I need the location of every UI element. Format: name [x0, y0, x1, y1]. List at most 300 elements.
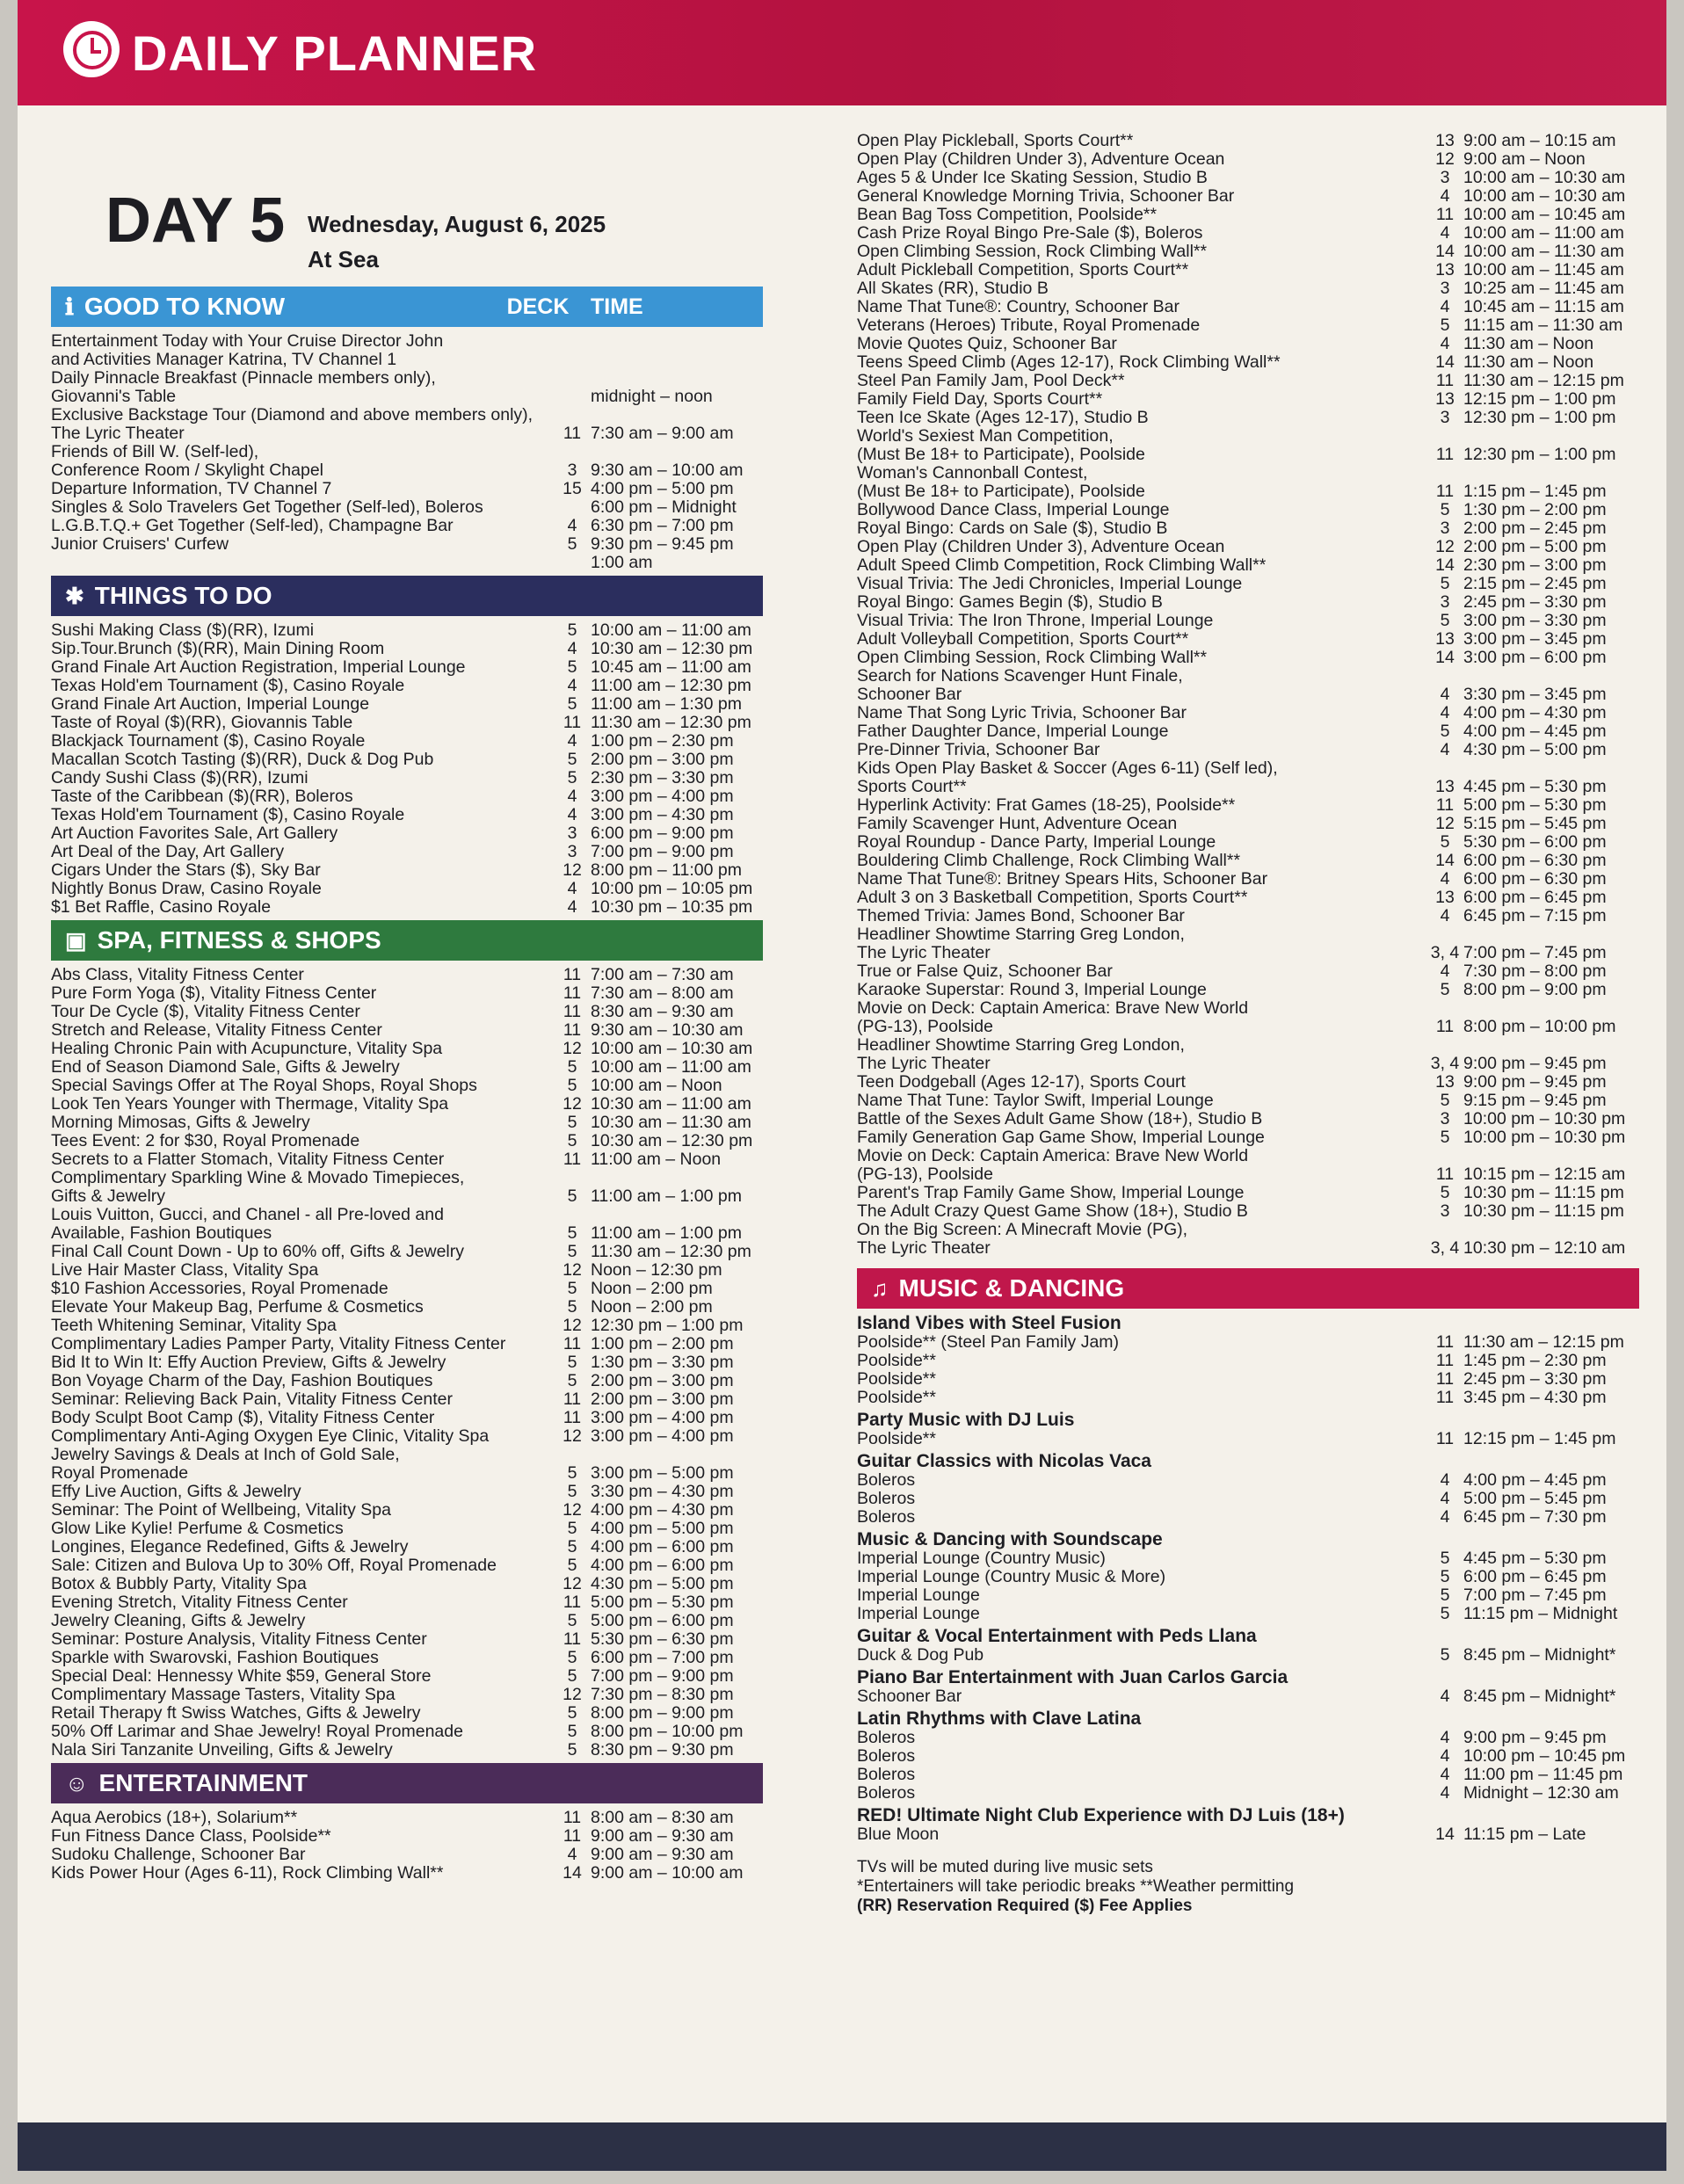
event-name: [51, 1298, 554, 1317]
footer-line: *Entertainers will take periodic breaks **Weather permitting: [857, 1877, 1295, 1896]
event-row: [51, 984, 763, 1003]
event-time: 1:00 pm – 2:30 pm: [591, 731, 734, 751]
deck-number: 5: [1440, 832, 1450, 852]
event-name: [857, 907, 1426, 925]
event-time: 9:00 am – 9:30 am: [591, 1826, 734, 1846]
deck-number: 4: [1440, 1489, 1450, 1508]
event-time: 11:00 am – 1:30 pm: [591, 694, 742, 714]
deck-number: 4: [1440, 961, 1450, 981]
event-row: [857, 1490, 1639, 1508]
event-time: 10:30 pm – 12:10 am: [1463, 1238, 1626, 1258]
event-line: Boleros: [857, 1470, 916, 1490]
event-row: [857, 759, 1639, 796]
deck-number: 4: [1440, 703, 1450, 722]
event-time: 4:00 pm – 5:00 pm: [591, 479, 734, 498]
event-row: [857, 1687, 1639, 1706]
event-row: [857, 1646, 1639, 1665]
event-row: [51, 1280, 763, 1298]
deck-number: 5: [567, 1242, 577, 1261]
event-time: 4:00 pm – 4:45 pm: [1463, 722, 1607, 741]
event-line-2: The Lyric Theater: [51, 424, 185, 443]
event-time: 11:00 am – 1:00 pm: [591, 1223, 742, 1243]
event-name: [857, 759, 1426, 796]
event-line: Departure Information, TV Channel 7: [51, 479, 332, 498]
deck-number: 5: [567, 1703, 577, 1723]
deck-number: 11: [1435, 1388, 1455, 1407]
event-name: [51, 621, 554, 640]
deck-number: 5: [567, 1223, 577, 1243]
event-time: 4:45 pm – 5:30 pm: [1463, 777, 1607, 796]
event-name: [51, 1280, 554, 1298]
deck-number: 11: [1435, 371, 1455, 390]
event-row: [51, 1427, 763, 1446]
event-line: General Knowledge Morning Trivia, Schooner Bar: [857, 186, 1235, 206]
event-line: Grand Finale Art Auction, Imperial Lounge: [51, 694, 370, 714]
event-line: True or False Quiz, Schooner Bar: [857, 961, 1113, 981]
event-time: 10:30 am – 12:30 pm: [591, 1131, 753, 1150]
event-row: [51, 535, 763, 554]
deck-number: 14: [1435, 555, 1455, 575]
event-name: [857, 1549, 1426, 1568]
event-time: 8:30 am – 9:30 am: [591, 1002, 734, 1021]
deck-number: 5: [567, 620, 577, 640]
event-name: [857, 852, 1426, 870]
event-row: [51, 751, 763, 769]
event-line: Boleros: [857, 1783, 916, 1803]
event-line-2: The Lyric Theater: [857, 1054, 991, 1073]
entertainment-header: [51, 1763, 763, 1803]
event-name: [857, 1389, 1426, 1407]
deck-number: 3: [1440, 1201, 1450, 1221]
deck-number: 5: [567, 1463, 577, 1483]
event-time: 6:00 pm – 6:45 pm: [1463, 1567, 1607, 1586]
event-line-2: (Must Be 18+ to Participate), Poolside: [857, 445, 1145, 464]
event-row: [857, 1508, 1639, 1527]
event-row: [51, 1335, 763, 1353]
event-line: Texas Hold'em Tournament ($), Casino Royale: [51, 676, 405, 695]
event-time: 10:45 am – 11:00 am: [591, 657, 751, 677]
event-row: [51, 621, 763, 640]
event-time: 3:00 pm – 3:30 pm: [1463, 611, 1607, 630]
event-line: Headliner Showtime Starring Greg London,: [857, 1035, 1185, 1055]
event-line: Pre-Dinner Trivia, Schooner Bar: [857, 740, 1100, 759]
event-row: [51, 1520, 763, 1538]
good-to-know-header: [51, 287, 763, 327]
music-group-title: RED! Ultimate Night Club Experience with DJ Luis (18+): [857, 1805, 1345, 1825]
event-row: [857, 556, 1639, 575]
event-row: [857, 206, 1639, 224]
event-line: Look Ten Years Younger with Thermage, Vitality Spa: [51, 1094, 449, 1114]
event-name: [51, 1114, 554, 1132]
event-name: [857, 132, 1426, 150]
event-name: [51, 1372, 554, 1390]
event-name: [857, 1747, 1426, 1766]
event-line: Art Auction Favorites Sale, Art Gallery: [51, 824, 338, 843]
event-name: [51, 480, 554, 498]
event-name: [51, 751, 554, 769]
event-time: 10:00 am – 11:45 am: [1463, 260, 1624, 279]
event-line: Complimentary Ladies Pamper Party, Vitality Fitness Center: [51, 1334, 506, 1353]
deck-number: 5: [1440, 1128, 1450, 1147]
event-name: [51, 732, 554, 751]
event-name: [857, 1147, 1426, 1184]
event-row: [857, 649, 1639, 667]
deck-number: 4: [567, 787, 577, 806]
event-name: [857, 1128, 1426, 1147]
event-name: [51, 1630, 554, 1649]
deck-number: 5: [567, 1371, 577, 1390]
event-time: 10:25 am – 11:45 am: [1463, 279, 1624, 298]
event-line: $1 Bet Raffle, Casino Royale: [51, 897, 272, 917]
event-line: Adult Speed Climb Competition, Rock Climbing Wall**: [857, 555, 1267, 575]
event-time: 5:00 pm – 5:30 pm: [591, 1593, 734, 1612]
event-row: [857, 796, 1639, 815]
event-line: Name That Tune: Taylor Swift, Imperial Lounge: [857, 1091, 1214, 1110]
deck-number: 11: [563, 983, 582, 1003]
event-row: [51, 824, 763, 843]
event-row: [51, 1261, 763, 1280]
deck-number: 4: [1440, 334, 1450, 353]
deck-number: 12: [563, 1426, 582, 1446]
music-header: [857, 1268, 1639, 1309]
event-row: [51, 480, 763, 498]
event-time: 2:00 pm – 5:00 pm: [1463, 537, 1607, 556]
event-time: 4:45 pm – 5:30 pm: [1463, 1549, 1607, 1568]
event-time: 10:00 am – 11:00 am: [1463, 223, 1624, 243]
event-line: Seminar: Relieving Back Pain, Vitality Fitness Center: [51, 1389, 454, 1409]
event-line: Boleros: [857, 1765, 916, 1784]
event-time: 6:45 pm – 7:15 pm: [1463, 906, 1607, 925]
event-name: [857, 593, 1426, 612]
event-line: Poolside**: [857, 1351, 936, 1370]
deck-number: 5: [1440, 611, 1450, 630]
event-line: Family Field Day, Sports Court**: [857, 389, 1103, 409]
event-line: Sale: Citizen and Bulova Up to 30% Off, Royal Promenade: [51, 1556, 497, 1575]
event-line: Singles & Solo Travelers Get Together (Self-led), Boleros: [51, 497, 483, 517]
event-line: Open Play (Children Under 3), Adventure Ocean: [857, 537, 1225, 556]
event-line: Woman's Cannonball Contest,: [857, 463, 1088, 483]
event-time: 3:00 pm – 6:00 pm: [1463, 648, 1607, 667]
event-time: 1:00 pm – 2:00 pm: [591, 1334, 734, 1353]
event-time: 10:00 am – 11:30 am: [1463, 242, 1624, 261]
event-time: 9:30 am – 10:30 am: [591, 1020, 744, 1040]
event-row: [51, 898, 763, 917]
event-row: [857, 1128, 1639, 1147]
event-row: [51, 843, 763, 861]
event-time: 9:15 pm – 9:45 pm: [1463, 1091, 1607, 1110]
deck-number: 12: [1435, 149, 1455, 169]
event-time: 6:00 pm – 6:30 pm: [1463, 869, 1607, 889]
event-row: [51, 1649, 763, 1667]
event-row: [857, 1586, 1639, 1605]
event-time: 10:00 pm – 10:30 pm: [1463, 1109, 1626, 1128]
event-time: 11:15 am – 11:30 am: [1463, 316, 1623, 335]
music-group-title: Music & Dancing with Soundscape: [857, 1529, 1163, 1549]
event-name: [51, 658, 554, 677]
deck-number: 5: [567, 1740, 577, 1760]
event-row: [857, 962, 1639, 981]
event-time: 10:30 am – 11:00 am: [591, 1094, 751, 1114]
event-time: 11:30 am – 12:30 pm: [591, 713, 751, 732]
deck-number: 5: [1440, 1585, 1450, 1605]
deck-number: 11: [563, 1826, 582, 1846]
event-name: [51, 966, 554, 984]
event-row: [857, 1389, 1639, 1407]
event-row: [51, 1686, 763, 1704]
event-time: 10:00 pm – 10:45 pm: [1463, 1746, 1626, 1766]
event-time: 11:30 am – 12:30 pm: [591, 1242, 751, 1261]
event-row: [51, 1593, 763, 1612]
event-line: Aqua Aerobics (18+), Solarium**: [51, 1808, 298, 1827]
event-line-2: Giovanni's Table: [51, 387, 177, 406]
event-time: 3:30 pm – 4:30 pm: [591, 1482, 734, 1501]
deck-number: 5: [1440, 1567, 1450, 1586]
deck-number: 11: [1435, 1429, 1455, 1448]
deck-number: 5: [1440, 316, 1450, 335]
event-line: Retail Therapy ft Swiss Watches, Gifts & Jewelry: [51, 1703, 421, 1723]
event-name: [857, 519, 1426, 538]
music-group-title: Latin Rhythms with Clave Latina: [857, 1709, 1142, 1729]
event-line: Father Daughter Dance, Imperial Lounge: [857, 722, 1169, 741]
event-name: [51, 695, 554, 714]
event-time: 9:00 am – Noon: [1463, 149, 1586, 169]
deck-number: 4: [567, 516, 577, 535]
deck-number: 12: [563, 1574, 582, 1593]
deck-number: 11: [563, 1334, 582, 1353]
deck-label: DECK: [506, 294, 570, 319]
event-row: [51, 1077, 763, 1095]
event-line: L.G.B.T.Q.+ Get Together (Self-led), Champagne Bar: [51, 516, 454, 535]
deck-number: 5: [567, 1186, 577, 1206]
event-row: [51, 1243, 763, 1261]
event-row: [51, 1483, 763, 1501]
event-time: 11:30 am – Noon: [1463, 352, 1594, 372]
event-name: [857, 1687, 1426, 1706]
deck-number: 4: [567, 879, 577, 898]
event-name: [857, 1784, 1426, 1803]
deck-number: 4: [1440, 1507, 1450, 1527]
event-row: [857, 1147, 1639, 1184]
event-name: [51, 1206, 554, 1243]
event-row: [51, 554, 763, 572]
event-name: [857, 1586, 1426, 1605]
event-name: [857, 243, 1426, 261]
event-row: [857, 187, 1639, 206]
event-row: [51, 1390, 763, 1409]
event-row: [857, 1110, 1639, 1128]
event-line-2: The Lyric Theater: [857, 1238, 991, 1258]
event-name: [857, 870, 1426, 889]
section-title: SPA, FITNESS & SHOPS: [97, 926, 381, 954]
event-name: [51, 1520, 554, 1538]
event-name: [857, 667, 1426, 704]
event-name: [51, 1556, 554, 1575]
event-name: [51, 369, 554, 406]
event-line: Entertainment Today with Your Cruise Director John: [51, 331, 444, 351]
event-line: $10 Fashion Accessories, Royal Promenade: [51, 1279, 388, 1298]
event-name: [51, 1704, 554, 1723]
deck-number: 12: [1435, 537, 1455, 556]
event-line: Royal Bingo: Games Begin ($), Studio B: [857, 592, 1163, 612]
deck-number: 4: [1440, 685, 1450, 704]
event-time: 3:00 pm – 4:00 pm: [591, 1408, 734, 1427]
event-row: [51, 1612, 763, 1630]
event-name: [51, 1809, 554, 1827]
deck-number: 4: [1440, 223, 1450, 243]
event-time: 8:30 pm – 9:30 pm: [591, 1740, 734, 1760]
deck-number: 5: [567, 1076, 577, 1095]
event-row: [857, 1784, 1639, 1803]
deck-number: 5: [567, 1131, 577, 1150]
deck-number: 12: [563, 1500, 582, 1520]
event-line-2: Schooner Bar: [857, 685, 962, 704]
event-name: [857, 1430, 1426, 1448]
event-row: [51, 880, 763, 898]
event-time: 1:45 pm – 2:30 pm: [1463, 1351, 1607, 1370]
event-row: [857, 132, 1639, 150]
event-line: Tour De Cycle ($), Vitality Fitness Center: [51, 1002, 360, 1021]
event-name: [51, 1132, 554, 1150]
event-time: 7:00 pm – 7:45 pm: [1463, 1585, 1607, 1605]
event-name: [857, 649, 1426, 667]
event-time: 10:30 pm – 11:15 pm: [1463, 1183, 1624, 1202]
deck-number: 11: [563, 1002, 582, 1021]
event-name: [51, 498, 554, 517]
event-time: 10:00 pm – 10:05 pm: [591, 879, 753, 898]
event-line: Royal Roundup - Dance Party, Imperial Lounge: [857, 832, 1216, 852]
event-line: World's Sexiest Man Competition,: [857, 426, 1114, 446]
event-name: [857, 409, 1426, 427]
event-time: 7:00 pm – 7:45 pm: [1463, 943, 1607, 962]
deck-number: 14: [1435, 851, 1455, 870]
event-line: Imperial Lounge (Country Music): [857, 1549, 1106, 1568]
event-row: [857, 1605, 1639, 1623]
event-row: [51, 769, 763, 787]
event-line: Botox & Bubbly Party, Vitality Spa: [51, 1574, 307, 1593]
event-time: 12:30 pm – 1:00 pm: [591, 1316, 744, 1335]
event-name: [857, 1508, 1426, 1527]
event-line: End of Season Diamond Sale, Gifts & Jewelry: [51, 1057, 400, 1077]
event-row: [857, 224, 1639, 243]
event-name: [857, 1352, 1426, 1370]
event-line: Texas Hold'em Tournament ($), Casino Royale: [51, 805, 405, 824]
event-line: Imperial Lounge: [857, 1604, 980, 1623]
event-row: [857, 630, 1639, 649]
event-name: [51, 1483, 554, 1501]
event-name: [857, 741, 1426, 759]
spa-header: [51, 920, 763, 961]
event-row: [857, 298, 1639, 316]
event-row: [51, 640, 763, 658]
event-row: [51, 332, 763, 369]
event-line: Parent's Trap Family Game Show, Imperial Lounge: [857, 1183, 1245, 1202]
deck-number: 3, 4: [1430, 943, 1460, 962]
event-line: Kids Power Hour (Ages 6-11), Rock Climbing Wall**: [51, 1863, 444, 1883]
music-group-title: Piano Bar Entertainment with Juan Carlos Garcia: [857, 1667, 1288, 1687]
event-line: Duck & Dog Pub: [857, 1645, 984, 1665]
event-name: [51, 880, 554, 898]
event-time: 10:30 pm – 11:15 pm: [1463, 1201, 1624, 1221]
event-time: 11:00 pm – 11:45 pm: [1463, 1765, 1623, 1784]
event-time: 5:15 pm – 5:45 pm: [1463, 814, 1607, 833]
event-time: 12:30 pm – 1:00 pm: [1463, 445, 1616, 464]
event-time: 6:00 pm – 6:30 pm: [1463, 851, 1607, 870]
event-time: 3:00 pm – 3:45 pm: [1463, 629, 1607, 649]
event-time: 4:30 pm – 5:00 pm: [1463, 740, 1607, 759]
event-name: [51, 1741, 554, 1760]
event-name: [857, 925, 1426, 962]
date-text: Wednesday, August 6, 2025: [308, 211, 606, 237]
event-line: Movie on Deck: Captain America: Brave New World: [857, 998, 1249, 1018]
event-row: [51, 1846, 763, 1864]
event-time: 1:00 am: [591, 553, 653, 572]
event-name: [51, 1169, 554, 1206]
event-line: Candy Sushi Class ($)(RR), Izumi: [51, 768, 308, 787]
event-name: [51, 406, 554, 443]
deck-number: 12: [563, 1260, 582, 1280]
event-time: 2:00 pm – 3:00 pm: [591, 1389, 734, 1409]
event-name: [51, 1827, 554, 1846]
event-row: [51, 1058, 763, 1077]
event-time: 6:00 pm – Midnight: [591, 497, 737, 517]
event-line: Taste of the Caribbean ($)(RR), Boleros: [51, 787, 353, 806]
header-banner: [18, 0, 1666, 105]
event-name: [857, 427, 1426, 464]
event-row: [857, 353, 1639, 372]
event-row: [857, 1729, 1639, 1747]
event-name: [857, 464, 1426, 501]
event-line: Taste of Royal ($)(RR), Giovannis Table: [51, 713, 353, 732]
event-line: Jewelry Savings & Deals at Inch of Gold Sale,: [51, 1445, 400, 1464]
event-name: [51, 1612, 554, 1630]
event-line: Boleros: [857, 1728, 916, 1747]
deck-number: 5: [567, 1648, 577, 1667]
event-row: [51, 1741, 763, 1760]
event-line: Effy Live Auction, Gifts & Jewelry: [51, 1482, 301, 1501]
deck-number: 11: [563, 1629, 582, 1649]
event-row: [857, 1549, 1639, 1568]
deck-number: 13: [1435, 260, 1455, 279]
deck-number: 4: [567, 1845, 577, 1864]
clock-icon: [63, 21, 120, 77]
deck-number: 3: [567, 461, 577, 480]
entertainment-list-right: [857, 132, 1639, 1258]
deck-number: 3: [567, 842, 577, 861]
event-line: Cash Prize Royal Bingo Pre-Sale ($), Boleros: [857, 223, 1203, 243]
event-row: [857, 261, 1639, 279]
event-name: [51, 1021, 554, 1040]
event-name: [857, 630, 1426, 649]
event-time: Noon – 12:30 pm: [591, 1260, 722, 1280]
event-name: [51, 535, 554, 554]
deck-number: 3: [1440, 1109, 1450, 1128]
event-line: Headliner Showtime Starring Greg London,: [857, 925, 1185, 944]
event-row: [51, 1372, 763, 1390]
event-row: [857, 889, 1639, 907]
deck-number: 5: [1440, 574, 1450, 593]
things-to-do-header: [51, 576, 763, 616]
good-to-know-list: [51, 332, 763, 572]
event-line: Poolside**: [857, 1369, 936, 1389]
event-name: [51, 1649, 554, 1667]
event-row: [857, 722, 1639, 741]
things-to-do-list: [51, 621, 763, 917]
music-list: [857, 1314, 1639, 1844]
event-time: 7:00 pm – 9:00 pm: [591, 842, 734, 861]
event-row: [51, 1809, 763, 1827]
event-name: [857, 224, 1426, 243]
event-line-2: and Activities Manager Katrina, TV Channel 1: [51, 350, 397, 369]
